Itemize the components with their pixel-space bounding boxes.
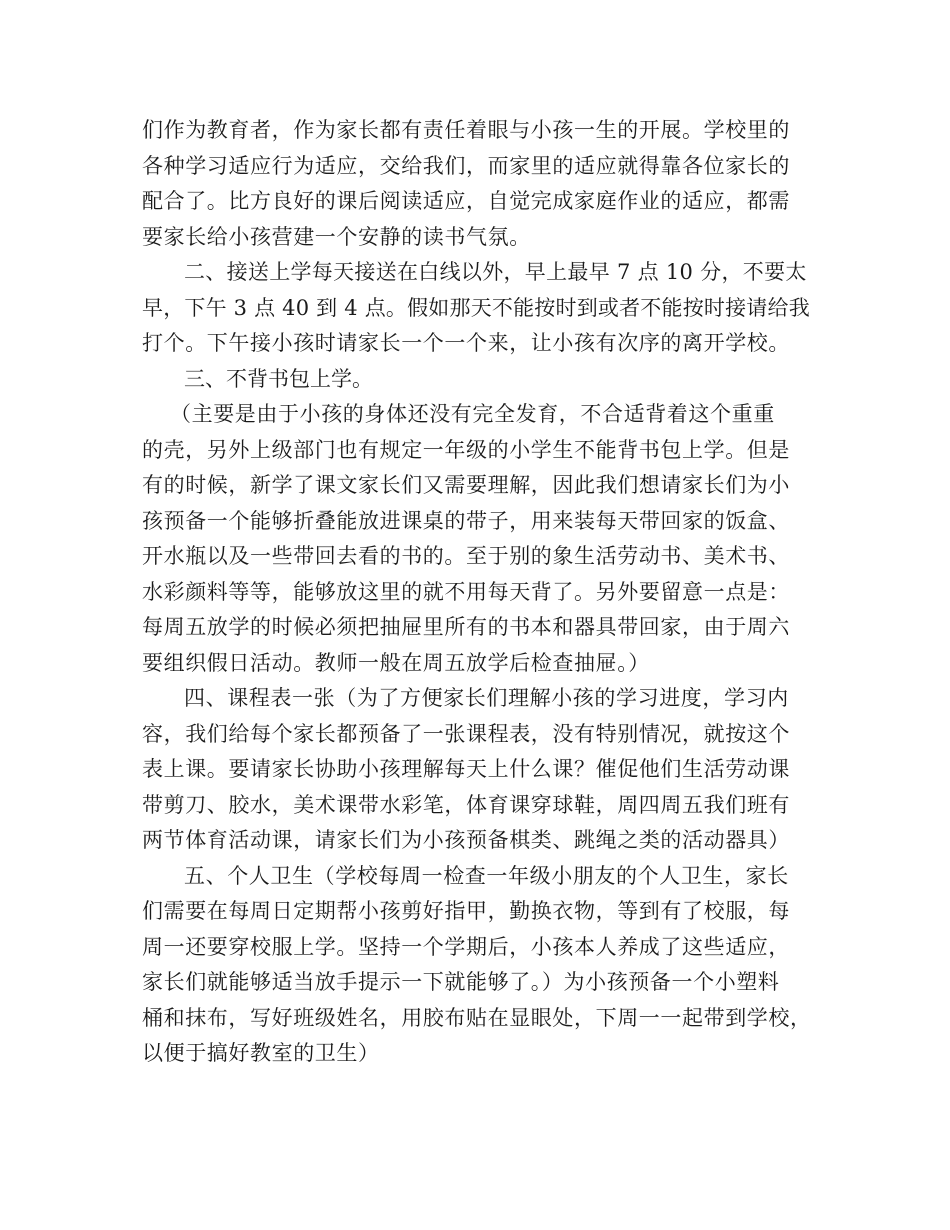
text-line: 表上课。要请家长协助小孩理解每天上什么课？催促他们生活劳动课 <box>142 757 790 781</box>
text-line: 周一还要穿校服上学。坚持一个学期后，小孩本人养成了这些适应， <box>142 934 790 959</box>
text-line: 四、课程表一张（为了方便家长们理解小孩的学习进度，学习内 <box>184 686 789 710</box>
text-line: 二、接送上学每天接送在白线以外，早上最早 7 点 10 分，不要太 <box>184 260 807 284</box>
text-line: 有的时候，新学了课文家长们又需要理解，因此我们想请家长们为小 <box>142 473 790 497</box>
text-line: 各种学习适应行为适应，交给我们，而家里的适应就得靠各位家长的 <box>142 153 790 178</box>
text-line: 早，下午 3 点 40 到 4 点。假如那天不能按时到或者不能按时接请给我 <box>142 295 810 320</box>
text-line: （主要是由于小孩的身体还没有完全发育，不合适背着这个重重 <box>170 402 775 426</box>
text-line: 们作为教育者，作为家长都有责任着眼与小孩一生的开展。学校里的 <box>142 118 790 142</box>
text-line: 孩预备一个能够折叠能放进课桌的带子，用来装每天带回家的饭盒、 <box>142 508 790 533</box>
text-line: 要家长给小孩营建一个安静的读书气氛。 <box>142 224 531 249</box>
document-body <box>142 113 832 1072</box>
text-line: 配合了。比方良好的课后阅读适应，自觉完成家庭作业的适应，都需 <box>142 189 790 213</box>
text-line: 桶和抹布，写好班级姓名，用胶布贴在显眼处，下周一一起带到学校， <box>142 1005 812 1030</box>
text-line: 开水瓶以及一些带回去看的书的。至于别的象生活劳动书、美术书、 <box>142 544 790 568</box>
text-line: 两节体育活动课，请家长们为小孩预备棋类、跳绳之类的活动器具） <box>142 828 790 852</box>
text-line: 每周五放学的时候必须把抽屉里所有的书本和器具带回家，由于周六 <box>142 615 790 639</box>
text-line: 水彩颜料等等，能够放这里的就不用每天背了。另外要留意一点是： <box>142 579 790 604</box>
text-line: 打个。下午接小孩时请家长一个一个来，让小孩有次序的离开学校。 <box>142 331 790 355</box>
text-line: 五、个人卫生（学校每周一检查一年级小朋友的个人卫生，家长 <box>184 863 789 888</box>
text-line: 们需要在每周日定期帮小孩剪好指甲，勤换衣物，等到有了校服，每 <box>142 899 790 923</box>
text-line: 的壳，另外上级部门也有规定一年级的小学生不能背书包上学。但是 <box>142 437 790 462</box>
text-line: 带剪刀、胶水，美术课带水彩笔，体育课穿球鞋，周四周五我们班有 <box>142 792 790 817</box>
text-line: 以便于搞好教室的卫生） <box>142 1041 380 1065</box>
text-line: 三、不背书包上学。 <box>184 366 373 391</box>
text-line: 家长们就能够适当放手提示一下就能够了。）为小孩预备一个小塑料 <box>142 970 780 994</box>
text-line: 容，我们给每个家长都预备了一张课程表，没有特别情况，就按这个 <box>142 721 790 746</box>
text-line: 要组织假日活动。教师一般在周五放学后检查抽屉。） <box>142 650 650 675</box>
